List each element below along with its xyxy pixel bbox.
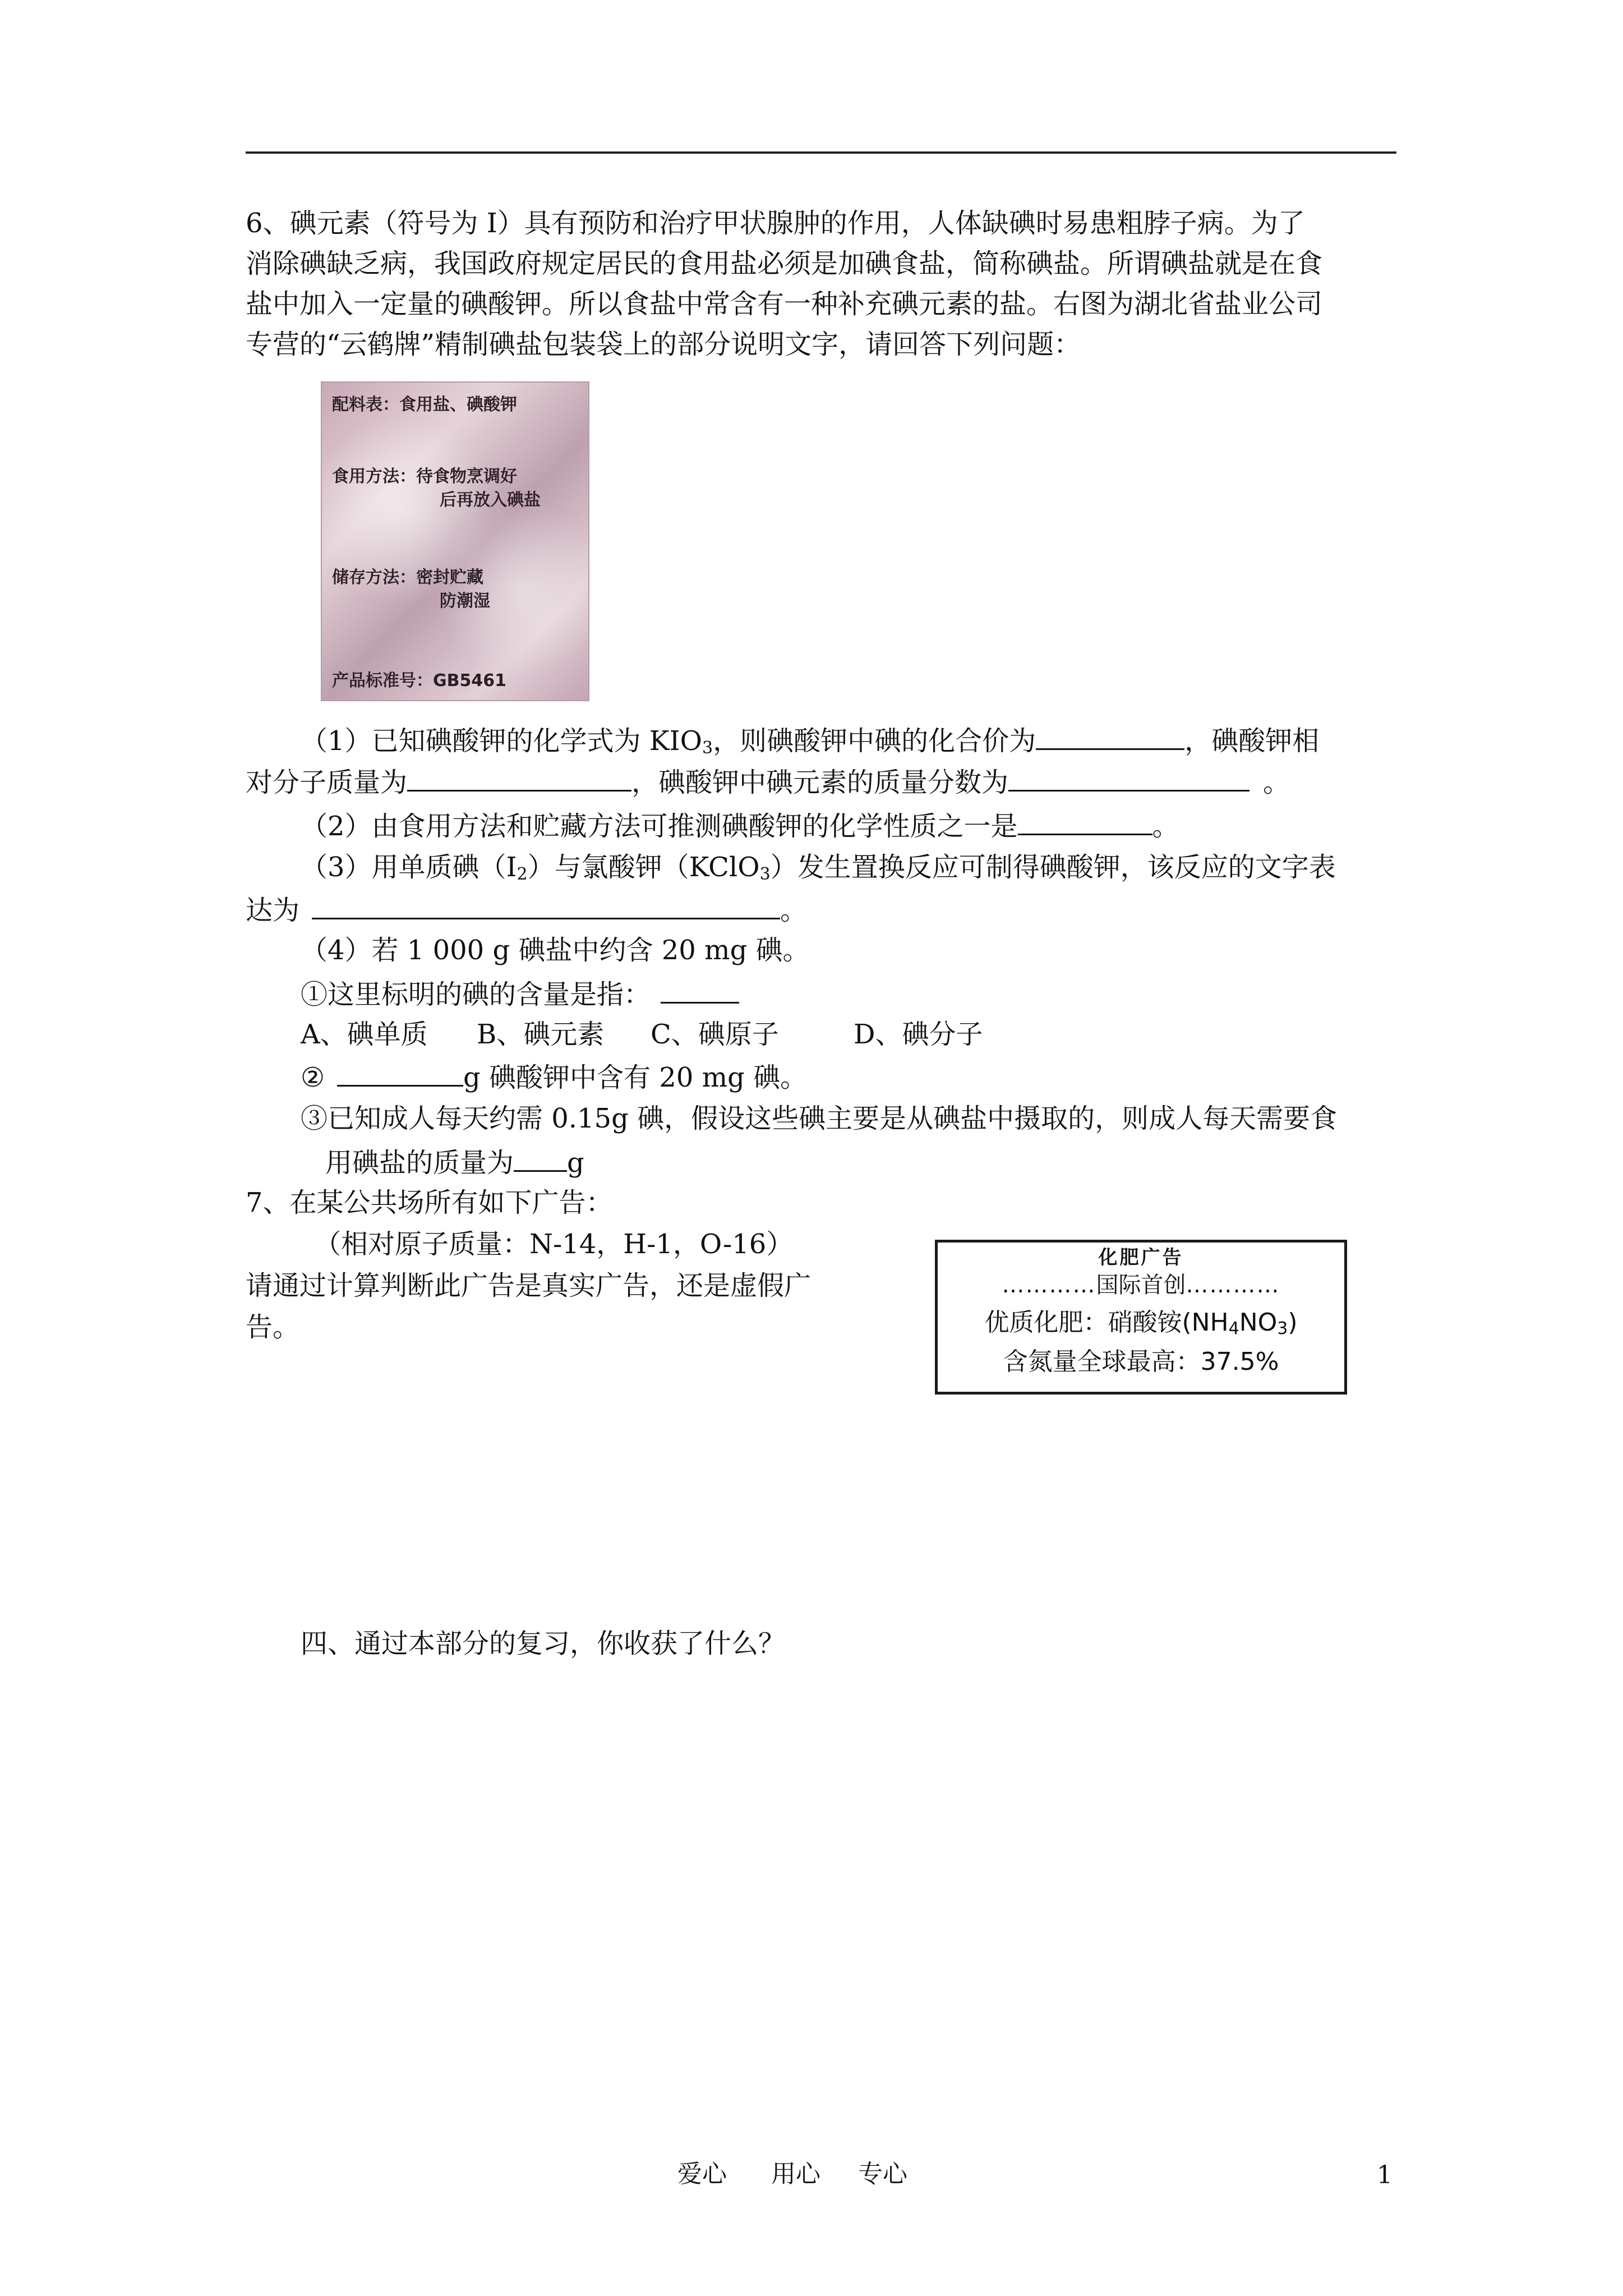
option-b: B、碘元素 [477,1019,605,1050]
answer-blank-choice[interactable] [661,976,739,1004]
q6-part1-line2: 对分子质量为 ，碘酸钾中碘元素的质量分数为 。 [246,764,1290,799]
package-ingredients: 配料表：食用盐、碘酸钾 [332,395,517,415]
section4-heading: 四、通过本部分的复习，你收获了什么？ [301,1628,786,1659]
answer-blank-valence[interactable] [1036,723,1184,750]
package-storage-1: 储存方法：密封贮藏 [332,568,483,587]
q6-part2: （2）由食用方法和贮藏方法可推测碘酸钾的化学性质之一是 。 [301,808,1179,843]
ad-claim: 含氮量全球最高：37.5% [1003,1347,1279,1376]
q7-atomic-mass: （相对原子质量：N-14，H-1，O-16） [314,1228,794,1260]
package-usage-1: 食用方法：待食物烹调好 [332,467,517,486]
answer-blank-kio3-mass[interactable] [337,1059,463,1087]
q6-part3-line2: 达为 。 [246,892,807,927]
fertilizer-ad [935,1240,1347,1395]
q6-part4-1: ①这里标明的碘的含量是指： [301,976,739,1011]
q7-question-line2: 告。 [246,1312,300,1343]
option-d: D、碘分子 [854,1019,983,1050]
q6-intro-line-2: 消除碘缺乏病，我国政府规定居民的食用盐必须是加碘食盐，简称碘盐。所谓碘盐就是在食 [246,248,1323,279]
q6-part4-3-line2: 用碘盐的质量为 g [325,1144,584,1180]
salt-package-image [321,381,589,701]
ad-product: 优质化肥：硝酸铵$(NH_4NO_3)$ [984,1308,1298,1338]
q7-question-line1: 请通过计算判断此广告是真实广告，还是虚假广 [246,1270,811,1301]
ad-title: 化肥广告 [1098,1246,1184,1269]
answer-blank-salt-mass[interactable] [514,1144,567,1172]
package-standard: 产品标准号：GB5461 [332,671,506,691]
answer-blank-property[interactable] [1018,808,1152,835]
q6-intro-line-1: 6、碘元素（符号为 I）具有预防和治疗甲状腺肿的作用，人体缺碘时易患粗脖子病。为了 [246,208,1305,239]
answer-blank-mass-fraction[interactable] [1008,764,1249,792]
q6-part1-line1: （1）已知碘酸钾的化学式为 $KIO_3$，则碘酸钾中碘的化合价为 ，碘酸钾相 [301,723,1319,758]
package-usage-2: 后再放入碘盐 [440,490,541,510]
q6-part4-3-line1: ③已知成人每天约需 0.15g 碘，假设这些碘主要是从碘盐中摄取的，则成人每天需要食 [301,1103,1338,1134]
footer-motto-3: 专心 [858,2160,907,2188]
footer-motto-2: 用心 [771,2160,820,2188]
q6-part3-line1: （3）用单质碘$(I_2)$与氯酸钾（KClO$_3$）发生置换反应可制得碘酸钾，该反应的文字表 [301,852,1336,884]
q6-intro-line-3: 盐中加入一定量的碘酸钾。所以食盐中常含有一种补充碘元素的盐。右图为湖北省盐业公司 [246,288,1323,320]
option-a: A、碘单质 [301,1019,428,1050]
page-number: 1 [1377,2161,1393,2189]
option-c: C、碘原子 [651,1019,779,1050]
q6-part4: （4）若 1 000 g 碘盐中约含 20 mg 碘。 [301,935,810,966]
header-rule [246,151,1396,154]
q7-title: 7、在某公共场所有如下广告： [246,1187,613,1218]
ad-subtitle-row: …………国际首创………… [1002,1272,1280,1298]
q6-part4-2: ② g 碘酸钾中含有 20 mg 碘。 [301,1059,807,1094]
answer-blank-molar-mass[interactable] [407,764,631,792]
package-storage-2: 防潮湿 [440,591,490,611]
footer-motto-1: 爱心 [677,2160,727,2188]
q6-intro-line-4: 专营的“云鹤牌”精制碘盐包装袋上的部分说明文字，请回答下列问题： [246,329,1081,360]
ad-subtitle: 国际首创 [1096,1272,1186,1298]
answer-blank-equation[interactable] [312,892,780,919]
